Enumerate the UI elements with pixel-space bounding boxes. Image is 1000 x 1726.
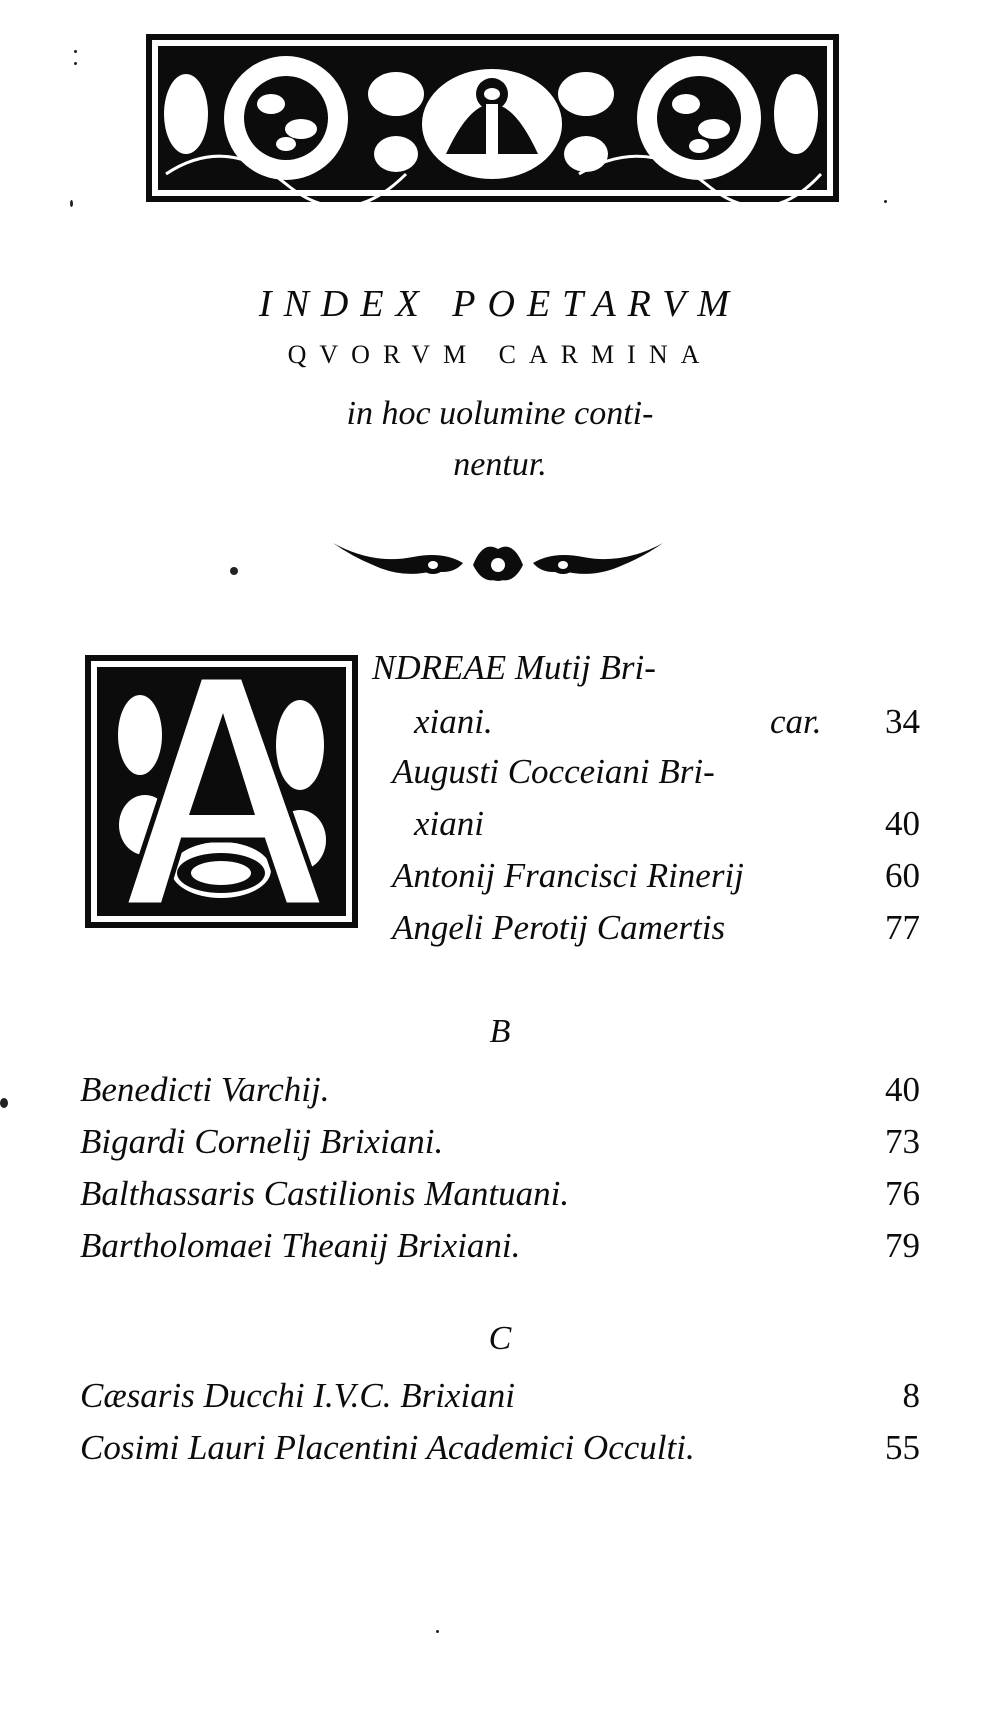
woodcut-initial-a [85, 655, 358, 928]
index-entry: xiani. [414, 702, 493, 741]
page-number: 77 [885, 908, 920, 947]
index-entry: Antonij Francisci Rinerij [392, 856, 744, 895]
page-number: 60 [885, 856, 920, 895]
page-number: 40 [885, 804, 920, 843]
index-entry: Bigardi Cornelij Brixiani. [80, 1122, 444, 1161]
index-entry: Benedicti Varchij. [80, 1070, 330, 1109]
ink-speck [74, 62, 77, 65]
page-number: 34 [885, 702, 920, 741]
index-entry: NDREAE Mutij Bri- [372, 648, 656, 687]
page-number: 8 [902, 1376, 920, 1415]
ink-speck [70, 200, 73, 207]
page-number: 73 [885, 1122, 920, 1161]
index-entry: Balthassaris Castilionis Mantuani. [80, 1174, 570, 1213]
ink-speck [436, 1630, 439, 1633]
fleuron-ornament [333, 535, 663, 593]
index-entry: Augusti Cocceiani Bri- [392, 752, 715, 791]
index-subtitle-line: in hoc uolumine conti- [346, 395, 654, 432]
index-subtitle-line: nentur. [453, 446, 547, 483]
index-title: INDEX POETARVM [258, 283, 742, 325]
page-number: 79 [885, 1226, 920, 1265]
ink-speck [0, 1098, 8, 1108]
ink-speck [74, 50, 77, 53]
ink-speck [884, 200, 887, 203]
index-entry: Cosimi Lauri Placentini Academici Occulti. [80, 1428, 695, 1467]
section-letter: B [489, 1013, 511, 1050]
page-number: 76 [885, 1174, 920, 1213]
index-entry: xiani [414, 804, 484, 843]
floral-headpiece-ornament [146, 34, 839, 202]
index-subtitle: QVORVM CARMINA [287, 340, 713, 369]
page-number: 40 [885, 1070, 920, 1109]
index-entry: Angeli Perotij Camertis [392, 908, 726, 947]
index-entry: Cæsaris Ducchi I.V.C. Brixiani [80, 1376, 515, 1415]
page-number: 55 [885, 1428, 920, 1467]
index-entry: Bartholomaei Theanij Brixiani. [80, 1226, 521, 1265]
page-abbreviation: car. [770, 702, 822, 741]
ink-speck [230, 567, 238, 575]
section-letter: C [488, 1320, 512, 1357]
